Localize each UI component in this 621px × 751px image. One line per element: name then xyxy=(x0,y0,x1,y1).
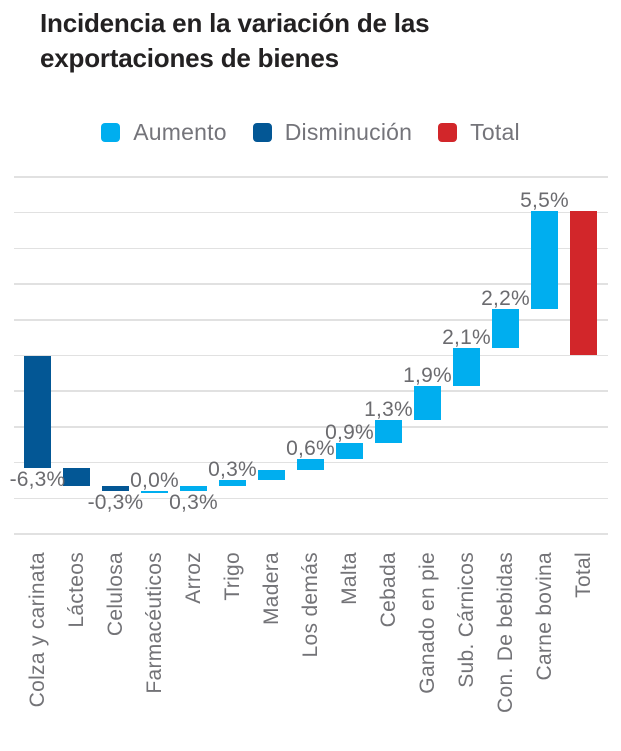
x-axis-label: Trigo xyxy=(220,552,244,601)
x-axis-label: Arroz xyxy=(181,552,205,604)
legend-item-label: Total xyxy=(470,119,520,145)
x-axis-label: Carne bovina xyxy=(532,552,556,681)
gridline xyxy=(14,390,608,392)
gridline xyxy=(14,533,608,535)
gridline xyxy=(14,176,608,178)
x-axis-label: Total xyxy=(571,552,595,598)
x-axis-label: Sub. Cárnicos xyxy=(454,552,478,688)
bar-value-label: -6,3% xyxy=(9,467,66,491)
x-axis-label: Malta xyxy=(337,552,361,605)
chart-title-line-1: Incidencia en la variación de las xyxy=(40,8,430,38)
bar-value-label: 5,5% xyxy=(520,188,569,212)
legend-item-label: Disminución xyxy=(284,119,413,145)
bar-value-label: 0,6% xyxy=(286,437,335,461)
x-axis-label: Colza y carinata xyxy=(25,552,49,708)
gridline xyxy=(14,355,608,357)
bar-value-label: 0,3% xyxy=(169,491,218,515)
bar-value-label: 1,3% xyxy=(364,397,413,421)
bar-value-label: 2,2% xyxy=(481,287,530,311)
x-axis-label: Ganado en pie xyxy=(415,552,439,694)
bar-value-label: -0,3% xyxy=(87,491,144,515)
gridline xyxy=(14,283,608,285)
bar-los-demás[interactable] xyxy=(297,459,324,470)
bar-value-label: 0,3% xyxy=(208,458,257,482)
bar-colza-y-carinata[interactable] xyxy=(24,356,51,468)
bar-value-label: 0,9% xyxy=(325,420,374,444)
bar-value-label: 0,0% xyxy=(130,469,179,493)
gridline xyxy=(14,248,608,250)
x-axis-label: Lácteos xyxy=(64,552,88,628)
legend-item-label: Aumento xyxy=(133,119,227,145)
x-axis-label: Los demás xyxy=(298,552,322,658)
x-axis-label: Con. De bebidas xyxy=(493,552,517,713)
bar-total[interactable] xyxy=(570,211,597,356)
bar-value-label: 1,9% xyxy=(403,363,452,387)
x-axis-label: Madera xyxy=(259,552,283,626)
x-axis-label: Celulosa xyxy=(103,552,127,637)
x-axis-label: Cebada xyxy=(376,552,400,628)
gridline xyxy=(14,212,608,214)
chart-title-line-2: exportaciones de bienes xyxy=(40,43,339,73)
x-axis-label: Farmacéuticos xyxy=(142,552,166,694)
bar-value-label: 2,1% xyxy=(442,326,491,350)
